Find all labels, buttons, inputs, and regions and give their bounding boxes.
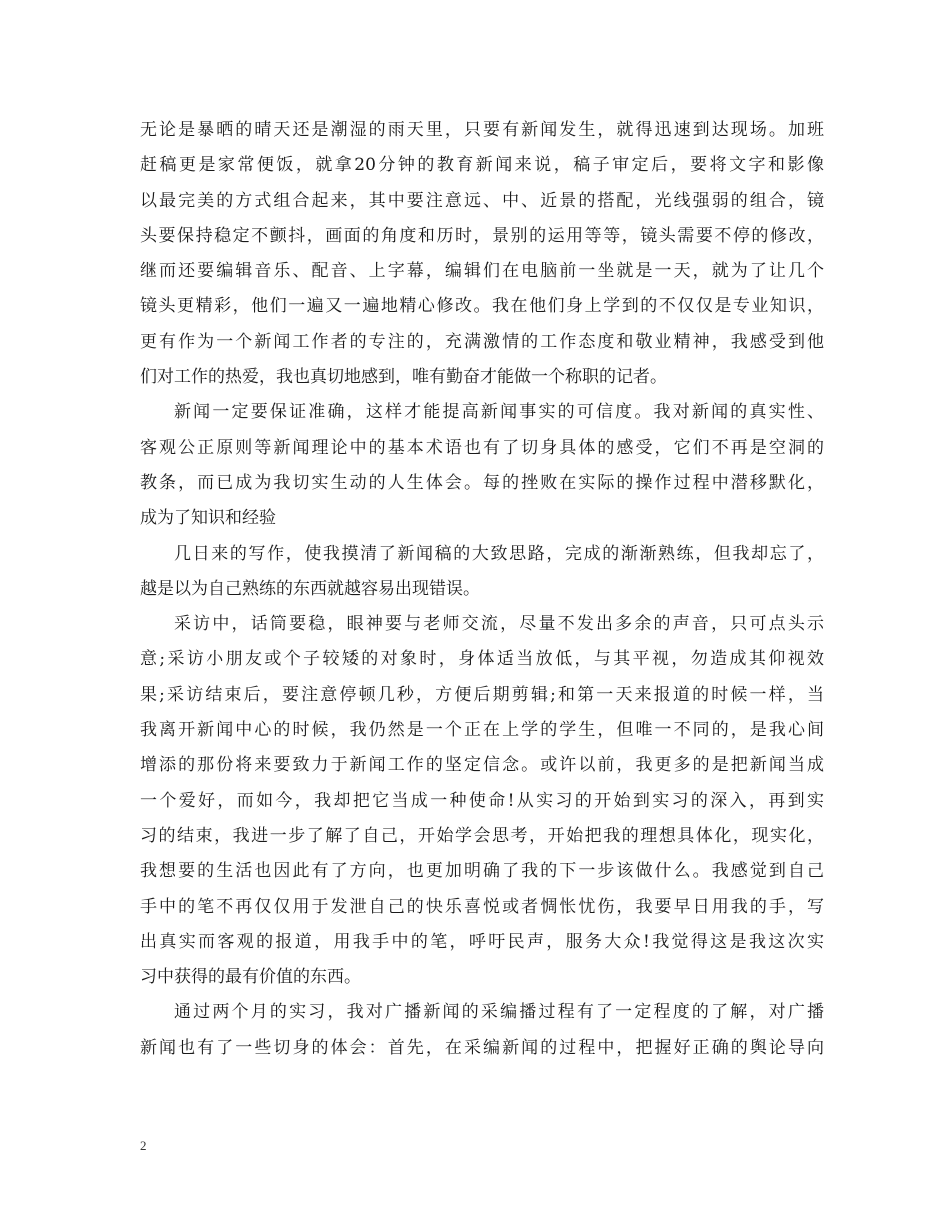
text-line: 手中的笔不再仅仅用于发泄自己的快乐喜悦或者惆怅忧伤，我要早日用我的手，写: [140, 896, 824, 917]
text-line: 头要保持稳定不颤抖，画面的角度和历时，景别的运用等等，镜头需要不停的修改，: [140, 225, 824, 246]
text-line: 无论是暴晒的晴天还是潮湿的雨天里，只要有新闻发生，就得迅速到达现场。加班: [140, 120, 824, 140]
text-line: 教条，而已成为我切实生动的人生体会。每的挫败在实际的操作过程中潜移默化，: [140, 472, 824, 493]
text-line: 一个爱好，而如今，我却把它当成一种使命!从实习的开始到实习的深入，再到实: [140, 790, 824, 811]
text-line: 习中获得的最有价值的东西。: [140, 967, 361, 988]
text-line: 采访中，话筒要稳，眼神要与老师交流，尽量不发出多余的声音，只可点头示: [174, 614, 824, 635]
text-line: 越是以为自己熟练的东西就越容易出现错误。: [140, 578, 480, 599]
text-line: 成为了知识和经验: [140, 508, 276, 529]
text-line: 赶稿更是家常便饭，就拿20分钟的教育新闻来说，稿子审定后，要将文字和影像: [140, 155, 824, 176]
document-body: [140, 113, 824, 1066]
text-line: 我离开新闻中心的时候，我仍然是一个正在上学的学生，但唯一不同的，是我心间: [140, 720, 824, 741]
text-line: 们对工作的热爱，我也真切地感到，唯有勤奋才能做一个称职的记者。: [140, 367, 667, 388]
text-line: 通过两个月的实习，我对广播新闻的采编播过程有了一定程度的了解，对广播: [174, 1002, 824, 1023]
text-line: 几日来的写作，使我摸清了新闻稿的大致思路，完成的渐渐熟练，但我却忘了，: [174, 543, 824, 564]
text-line: 客观公正原则等新闻理论中的基本术语也有了切身具体的感受，它们不再是空洞的: [140, 437, 824, 458]
text-line: 习的结束，我进一步了解了自己，开始学会思考，开始把我的理想具体化，现实化，: [140, 825, 824, 846]
text-line: 意;采访小朋友或个子较矮的对象时，身体适当放低，与其平视，勿造成其仰视效: [140, 649, 824, 670]
text-line: 更有作为一个新闻工作者的专注的，充满激情的工作态度和敬业精神，我感受到他: [140, 331, 824, 352]
text-line: 新闻一定要保证准确，这样才能提高新闻事实的可信度。我对新闻的真实性、: [174, 402, 824, 423]
text-line: 新闻也有了一些切身的体会：首先，在采编新闻的过程中，把握好正确的舆论导向: [140, 1037, 824, 1058]
text-line: 出真实而客观的报道，用我手中的笔，呼吁民声，服务大众!我觉得这是我这次实: [140, 931, 824, 952]
text-line: 增添的那份将来要致力于新闻工作的坚定信念。或许以前，我更多的是把新闻当成: [140, 755, 824, 776]
text-line: 我想要的生活也因此有了方向，也更加明确了我的下一步该做什么。我感觉到自己: [140, 861, 824, 882]
text-line: 继而还要编辑音乐、配音、上字幕，编辑们在电脑前一坐就是一天，就为了让几个: [140, 261, 824, 282]
text-line: 果;采访结束后，要注意停顿几秒，方便后期剪辑;和第一天来报道的时候一样，当: [140, 684, 824, 705]
page-number: 2: [140, 1138, 147, 1153]
text-line: 镜头更精彩，他们一遍又一遍地精心修改。我在他们身上学到的不仅仅是专业知识，: [140, 296, 824, 317]
text-line: 以最完美的方式组合起来，其中要注意远、中、近景的搭配，光线强弱的组合，镜: [140, 190, 824, 211]
